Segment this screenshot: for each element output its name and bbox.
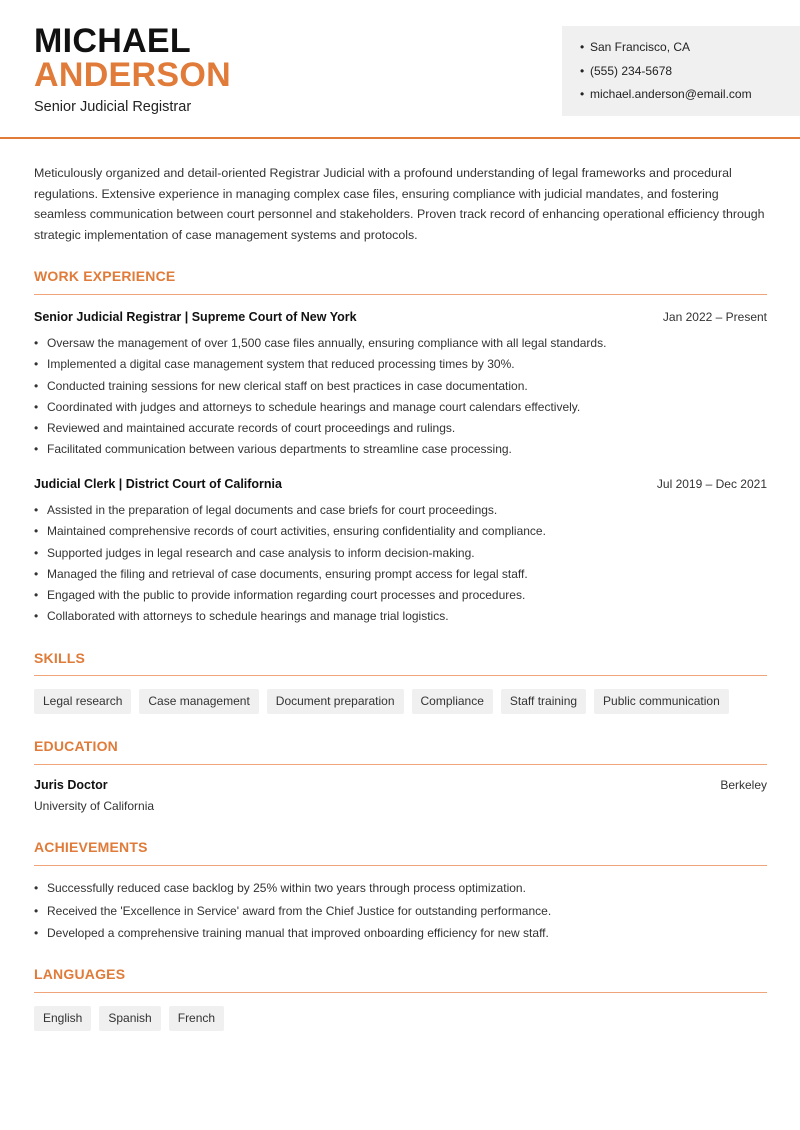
skill-tag: Staff training	[501, 689, 586, 714]
section-divider	[34, 865, 767, 866]
list-item: • Assisted in the preparation of legal documents and case briefs for court proceedings.	[34, 503, 498, 517]
bullet-icon: •	[580, 87, 585, 101]
section-divider	[34, 294, 767, 295]
list-item: • Managed the filing and retrieval of case documents, ensuring prompt access for legal staff.	[34, 566, 528, 581]
achievements-list	[34, 880, 769, 948]
education-header	[34, 778, 767, 792]
job-dates: Jan 2022 – Present	[662, 310, 767, 324]
list-item: • Developed a comprehensive training manual that improved onboarding efficiency for new staff.	[34, 926, 549, 940]
skill-tag: Document preparation	[267, 689, 404, 714]
contact-list	[580, 39, 752, 110]
bullet-icon: •	[580, 63, 585, 78]
section-title-skills: SKILLS	[34, 650, 85, 666]
job-dates: Jul 2019 – Dec 2021	[656, 477, 767, 491]
list-item: • Maintained comprehensive records of court activities, ensuring confidentiality and compliance.	[34, 524, 546, 539]
list-item: • Reviewed and maintained accurate records of court proceedings and rulings.	[34, 421, 456, 436]
job-heading: Senior Judicial Registrar | Supreme Court of New York	[34, 310, 357, 324]
languages-tags	[34, 1006, 224, 1031]
section-title-achievements: ACHIEVEMENTS	[34, 839, 148, 855]
section-title-work: WORK EXPERIENCE	[34, 268, 176, 284]
list-item: • Collaborated with attorneys to schedule hearings and manage trial logistics.	[34, 609, 449, 624]
skill-tag: Legal research	[34, 689, 131, 714]
education-school: University of California	[34, 799, 155, 813]
contact-phone: • (555) 234-5678	[580, 63, 752, 87]
section-title-languages: LANGUAGES	[34, 966, 126, 982]
section-divider	[34, 675, 767, 676]
job-bullets	[34, 502, 769, 630]
bullet-icon: •	[580, 40, 585, 54]
skill-tag: Compliance	[412, 689, 493, 714]
education-degree: Juris Doctor	[34, 778, 108, 792]
section-divider	[34, 764, 767, 765]
resume-header	[0, 0, 800, 139]
section-divider	[34, 992, 767, 993]
skill-tag: Public communication	[594, 689, 729, 714]
list-item: • Successfully reduced case backlog by 25% within two years through process optimization.	[34, 881, 526, 895]
list-item: • Facilitated communication between various departments to streamline case processing.	[34, 442, 512, 457]
language-tag: English	[34, 1006, 91, 1031]
list-item: • Oversaw the management of over 1,500 case files annually, ensuring compliance with all legal standards.	[34, 336, 607, 350]
job-bullets	[34, 335, 769, 463]
language-tag: French	[169, 1006, 224, 1031]
list-item: • Conducted training sessions for new clerical staff on best practices in case documentation.	[34, 378, 528, 393]
job-heading: Judicial Clerk | District Court of California	[34, 477, 282, 491]
list-item: • Implemented a digital case management system that reduced processing times by 30%.	[34, 357, 515, 372]
education-location: Berkeley	[720, 778, 767, 792]
first-name: MICHAEL	[34, 22, 191, 60]
job-title: Senior Judicial Registrar	[34, 99, 192, 115]
list-item: • Engaged with the public to provide information regarding court processes and procedures.	[34, 588, 526, 603]
language-tag: Spanish	[99, 1006, 160, 1031]
contact-email[interactable]: • michael.anderson@email.com	[580, 86, 752, 110]
professional-summary: Meticulously organized and detail-oriented Registrar Judicial with a profound understanding of legal frameworks and procedural regulations. Extensive experience in managing complex case files, ensuring compliance with judicial mandates, and fostering seamless communication between court personnel and stakeholders. Proven track record of enhancing operational efficiency through strategic implementation of case management systems and protocols.	[34, 166, 765, 243]
job-header	[34, 308, 767, 326]
skills-tags	[34, 689, 729, 714]
list-item: • Received the 'Excellence in Service' award from the Chief Justice for outstanding performance.	[34, 903, 552, 918]
contact-box	[562, 26, 800, 116]
job-header	[34, 475, 767, 493]
skill-tag: Case management	[139, 689, 258, 714]
last-name: ANDERSON	[34, 56, 231, 94]
contact-location: • San Francisco, CA	[580, 39, 752, 63]
list-item: • Coordinated with judges and attorneys to schedule hearings and manage court calendars effectively.	[34, 399, 581, 414]
section-title-education: EDUCATION	[34, 738, 118, 754]
list-item: • Supported judges in legal research and case analysis to inform decision-making.	[34, 545, 475, 560]
